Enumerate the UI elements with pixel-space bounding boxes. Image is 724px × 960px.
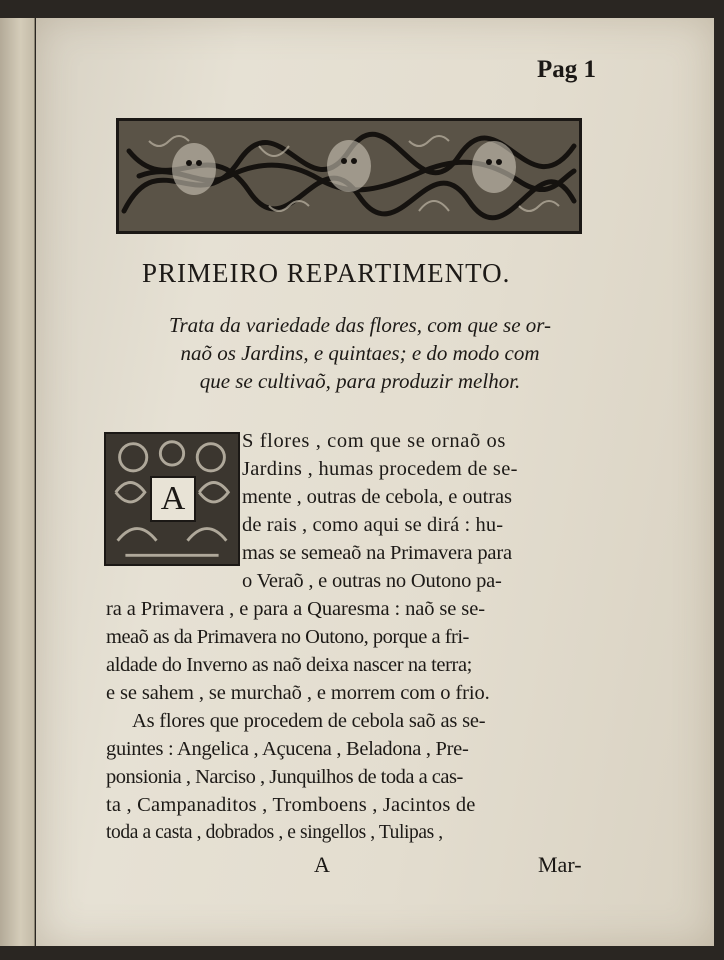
book-page [36,18,714,946]
body-text [36,18,714,946]
text-line: Jardins , humas procedem de se- [242,458,518,480]
text-line: e se sahem , se murchaõ , e morrem com o frio. [106,682,490,704]
subtitle-line: naõ os Jardins, e quintaes; e do modo com [180,341,540,365]
text-line: ta , Campanaditos , Tromboens , Jacintos de [106,794,476,816]
text-line: guintes : Angelica , Açucena , Beladona , Pre- [106,738,469,760]
text-line: mas se semeaõ na Primavera para [242,542,512,564]
page-number: Pag 1 [536,56,596,83]
text-line: de rais , como aqui se dirá : hu- [242,514,504,536]
text-line: ra a Primavera , e para a Quaresma : naõ se se- [106,598,485,620]
text-line: aldade do Inverno as naõ deixa nascer na terra; [106,654,472,676]
subtitle-line: Trata da variedade das flores, com que se or- [168,313,552,337]
text-line: ponsionia , Narciso , Junquilhos de toda a cas- [106,766,463,788]
signature-mark: A [314,852,330,877]
text-line: As flores que procedem de cebola saõ as se- [132,710,486,732]
subtitle-line: que se cultivaõ, para produzir melhor. [199,369,521,393]
dropcap-letter: A [150,476,196,522]
text-line: o Veraõ , e outras no Outono pa- [242,570,502,592]
section-title: PRIMEIRO REPARTIMENTO. [142,258,511,288]
text-line: mente , outras de cebola, e outras [242,486,512,508]
text-line: S flores , com que se ornaõ os [242,430,506,452]
previous-page-edge [0,18,35,946]
catchword: Mar- [538,852,582,877]
text-line: toda a casta , dobrados , e singellos , Tulipas , [106,822,443,843]
text-line: meaõ as da Primavera no Outono, porque a fri- [106,626,469,648]
